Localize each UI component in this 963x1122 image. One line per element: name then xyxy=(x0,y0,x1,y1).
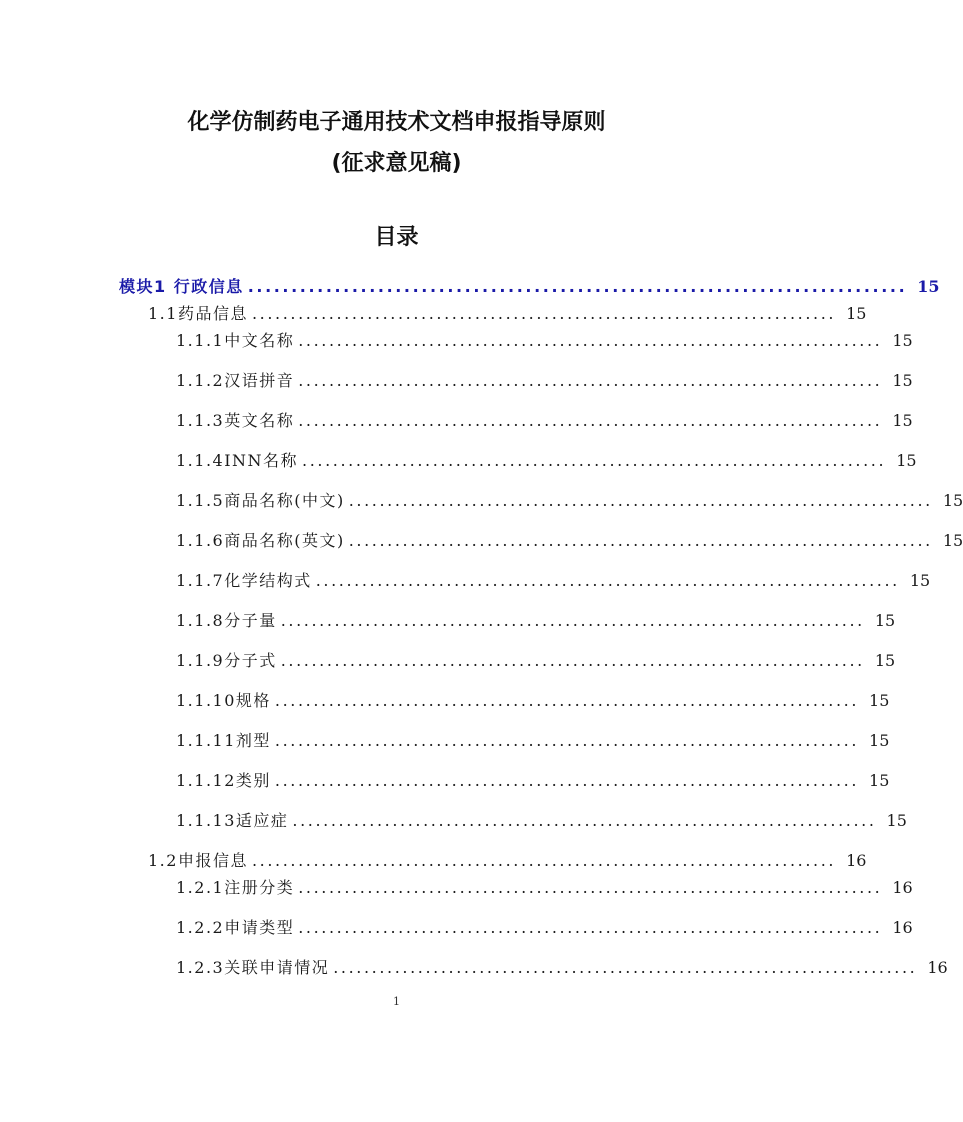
toc-entry-page: 16 xyxy=(892,878,913,897)
toc-leader-dots: ............................................................................ xyxy=(348,491,933,510)
toc-leader-dots: ............................................................................ xyxy=(251,304,837,323)
toc-entry-1-2-1[interactable] xyxy=(176,875,913,898)
page-number: 1 xyxy=(393,995,400,1008)
toc-entry-label: 1.2.3关联申请情况 xyxy=(176,958,330,977)
toc-entry-label: 1.2.2申请类型 xyxy=(176,918,295,937)
toc-entry-1-1-4[interactable] xyxy=(176,448,917,471)
toc-entry-1-1-2[interactable] xyxy=(176,368,913,391)
toc-leader-dots: ............................................................................ xyxy=(247,277,908,296)
toc-entry-page: 16 xyxy=(927,958,948,977)
toc-entry-label: 1.1.7化学结构式 xyxy=(176,571,312,590)
toc-entry-page: 15 xyxy=(917,277,940,296)
toc-entry-label: 1.1.4INN名称 xyxy=(176,451,299,470)
toc-entry-1-1-10[interactable] xyxy=(176,688,890,711)
toc-entry-label: 1.1.9分子式 xyxy=(176,651,277,670)
toc-leader-dots: ............................................................................ xyxy=(298,371,883,390)
toc-entry-label: 1.1.6商品名称(英文) xyxy=(176,531,345,550)
toc-entry-page: 15 xyxy=(869,691,890,710)
toc-entry-page: 16 xyxy=(892,918,913,937)
toc-leader-dots: ............................................................................ xyxy=(251,851,837,870)
toc-entry-page: 15 xyxy=(846,304,867,323)
toc-entry-page: 15 xyxy=(909,571,931,590)
toc-entry-1-1[interactable] xyxy=(148,301,867,324)
toc-entry-1-1-1[interactable] xyxy=(176,328,913,351)
toc-entry-1-1-6[interactable] xyxy=(176,528,963,551)
toc-entry-page: 15 xyxy=(892,411,913,430)
toc-entry-label: 1.1药品信息 xyxy=(148,304,248,323)
toc-entry-page: 15 xyxy=(942,491,963,510)
page-subtitle: (征求意见稿) xyxy=(331,151,462,176)
toc-entry-page: 15 xyxy=(869,731,890,750)
toc-entry-label: 1.1.11剂型 xyxy=(176,731,271,750)
toc-leader-dots: ............................................................................ xyxy=(302,451,887,470)
toc-entry-1-1-3[interactable] xyxy=(176,408,913,431)
toc-leader-dots: ............................................................................ xyxy=(274,691,860,710)
toc-entry-label: 1.1.5商品名称(中文) xyxy=(176,491,345,510)
toc-leader-dots: ............................................................................ xyxy=(298,878,883,897)
toc-entry-page: 15 xyxy=(892,331,913,350)
page-title: 化学仿制药电子通用技术文档申报指导原则 xyxy=(187,110,606,135)
toc-leader-dots: ............................................................................ xyxy=(348,531,933,550)
toc-entry-page: 15 xyxy=(896,451,917,470)
toc-entry-page: 15 xyxy=(886,811,907,830)
toc-leader-dots: ............................................................................ xyxy=(298,918,883,937)
toc-entry-1-1-13[interactable] xyxy=(176,808,907,831)
toc-entry-label: 1.1.13适应症 xyxy=(176,811,289,830)
toc-entry-page: 15 xyxy=(874,651,896,670)
toc-entry-1-2-2[interactable] xyxy=(176,915,913,938)
toc-entry-page: 15 xyxy=(869,771,890,790)
toc-entry-label: 1.1.12类别 xyxy=(176,771,271,790)
toc-entry-1-1-12[interactable] xyxy=(176,768,890,791)
toc-entry-label: 1.2.1注册分类 xyxy=(176,878,295,897)
toc-entry-1-1-11[interactable] xyxy=(176,728,890,751)
toc-entry-page: 15 xyxy=(942,531,963,550)
toc-entry-label: 1.1.10规格 xyxy=(176,691,271,710)
toc-entry-1-2[interactable] xyxy=(148,848,867,871)
toc-entry-label: 1.1.1中文名称 xyxy=(176,331,295,350)
toc-entry-page: 15 xyxy=(892,371,913,390)
toc-leader-dots: ............................................................................ xyxy=(280,611,865,630)
toc-entry-1-2-3[interactable] xyxy=(176,955,948,978)
toc-entry-label: 模块1 行政信息 xyxy=(119,277,244,296)
toc-entry-1-1-8[interactable] xyxy=(176,608,896,631)
toc-entry-1-1-5[interactable] xyxy=(176,488,963,511)
toc-entry-page: 16 xyxy=(846,851,867,870)
toc-entry-1-1-7[interactable] xyxy=(176,568,931,591)
toc-entry-label: 1.1.8分子量 xyxy=(176,611,277,630)
toc-leader-dots: ............................................................................ xyxy=(298,411,883,430)
toc-leader-dots: ............................................................................ xyxy=(274,771,860,790)
toc-entry-label: 1.1.3英文名称 xyxy=(176,411,295,430)
toc-leader-dots: ............................................................................ xyxy=(280,651,865,670)
toc-entry-module1[interactable] xyxy=(119,274,940,297)
toc-leader-dots: ............................................................................ xyxy=(333,958,918,977)
toc-leader-dots: ............................................................................ xyxy=(292,811,877,830)
toc-leader-dots: ............................................................................ xyxy=(274,731,860,750)
toc-leader-dots: ............................................................................ xyxy=(315,571,900,590)
toc-entry-label: 1.2申报信息 xyxy=(148,851,248,870)
toc-entry-1-1-9[interactable] xyxy=(176,648,896,671)
toc-entry-label: 1.1.2汉语拼音 xyxy=(176,371,295,390)
toc-heading: 目录 xyxy=(374,225,419,250)
toc-entry-page: 15 xyxy=(874,611,896,630)
toc-leader-dots: ............................................................................ xyxy=(298,331,883,350)
